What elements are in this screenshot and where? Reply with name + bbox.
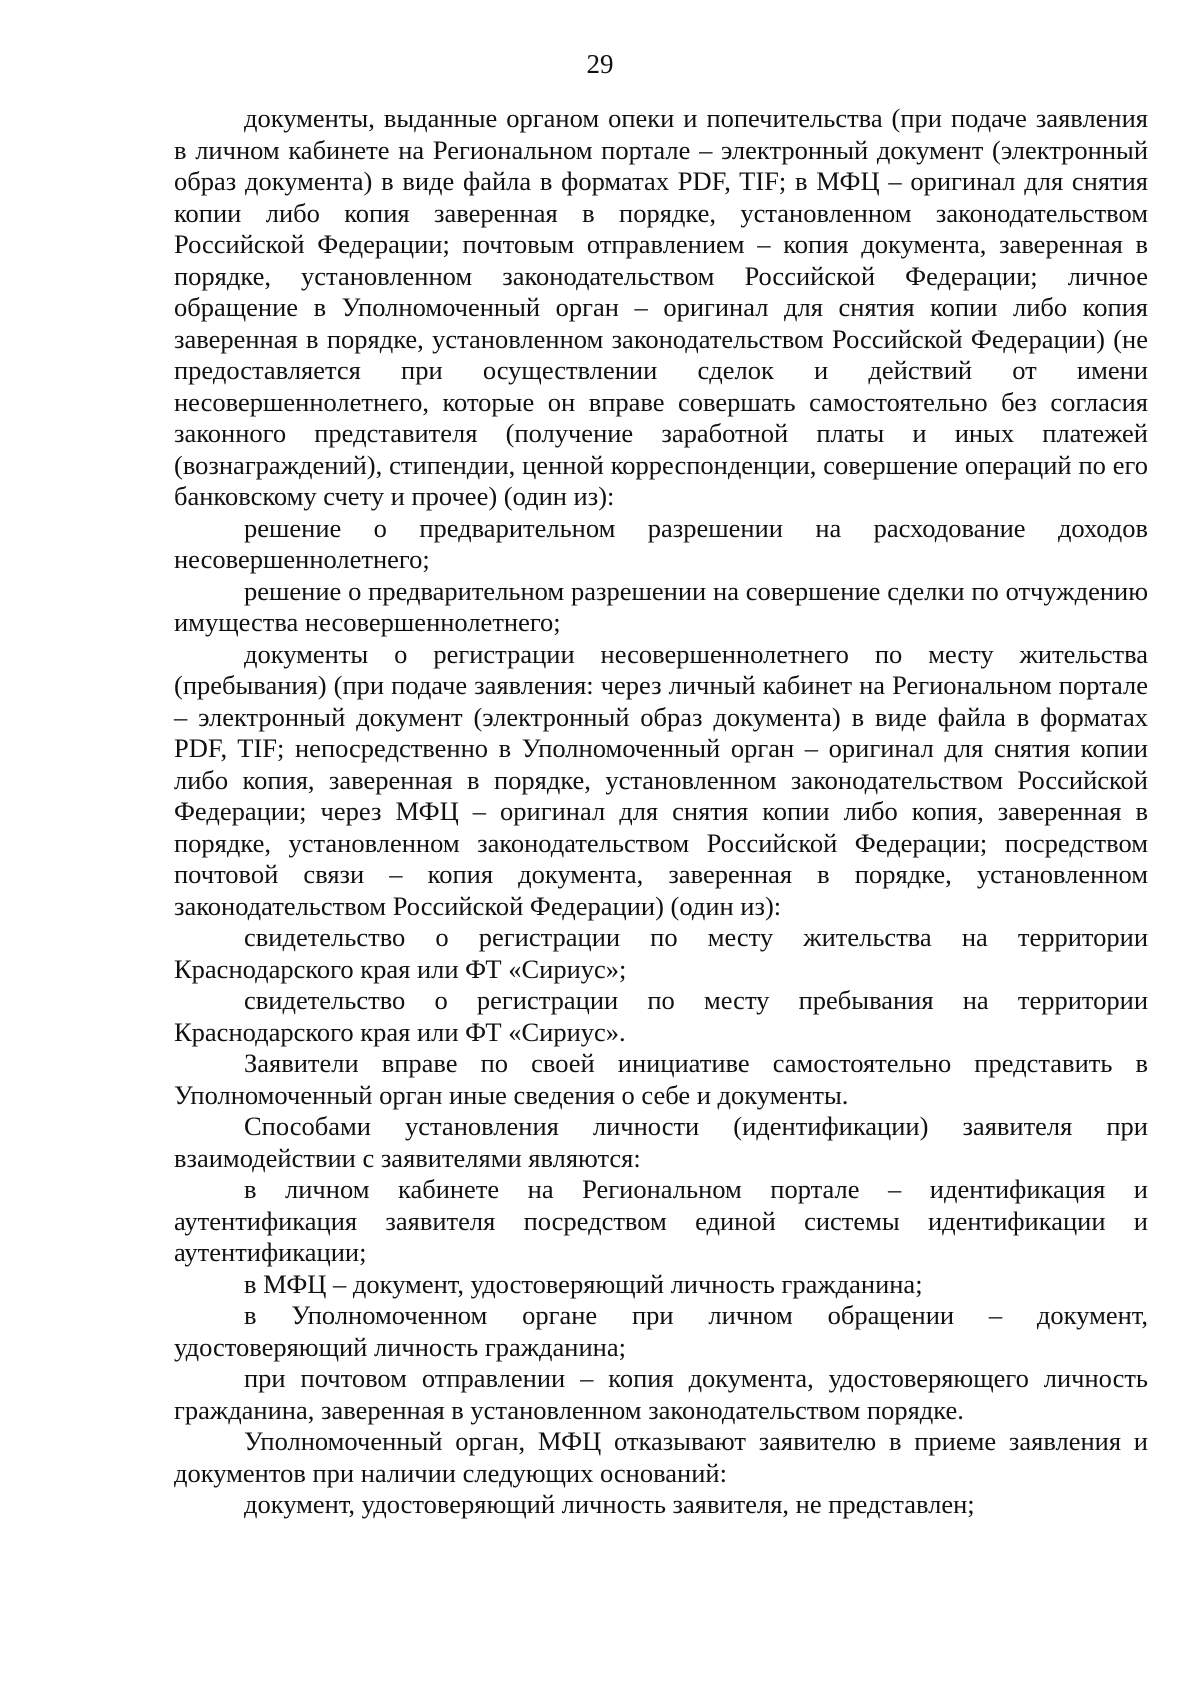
paragraph: решение о предварительном разрешении на совершение сделки по отчуждению имущества несовершеннолетнего; xyxy=(174,575,1148,637)
paragraph: в Уполномоченном органе при личном обращении – документ, удостоверяющий личность гражданина; xyxy=(174,1300,1148,1362)
paragraph: Способами установления личности (идентификации) заявителя при взаимодействии с заявителями являются: xyxy=(174,1111,1148,1173)
page-number: 29 xyxy=(586,49,614,79)
paragraph: в личном кабинете на Региональном портале – идентификация и аутентификация заявителя посредством единой системы идентификации и аутентификации; xyxy=(174,1174,1148,1267)
paragraph: Уполномоченный орган, МФЦ отказывают заявителю в приеме заявления и документов при наличии следующих оснований: xyxy=(174,1426,1148,1488)
paragraph: свидетельство о регистрации по месту пребывания на территории Краснодарского края или ФТ «Сириус». xyxy=(174,985,1148,1047)
paragraph: при почтовом отправлении – копия документа, удостоверяющего личность гражданина, заверенная в установленном законодательством порядке. xyxy=(174,1363,1148,1425)
paragraph: в МФЦ – документ, удостоверяющий личность гражданина; xyxy=(244,1268,923,1299)
paragraph: документы о регистрации несовершеннолетнего по месту жительства (пребывания) (при подаче заявления: через личный кабинет на Региональном портале – электронный документ (электронный образ документа) в виде файла в форматах PDF, TIF; непосредственно в Уполномоченный орган – оригинал для снятия копии либо копия, заверенная в порядке, установленном законодательством Российской Федерации; через МФЦ – оригинал для снятия копии либо копия, заверенная в порядке, установленном законодательством Российской Федерации; посредством почтовой связи – копия документа, заверенная в порядке, установленном законодательством Российской Федерации) (один из): xyxy=(174,638,1148,921)
paragraph: решение о предварительном разрешении на расходование доходов несовершеннолетнего; xyxy=(174,512,1148,574)
paragraph: документы, выданные органом опеки и попечительства (при подаче заявления в личном кабинете на Региональном портале – электронный документ (электронный образ документа) в виде файла в форматах PDF, TIF; в МФЦ – оригинал для снятия копии либо копия заверенная в порядке, установленном законодательством Российской Федерации; почтовым отправлением – копия документа, заверенная в порядке, установленном законодательством Российской Федерации; личное обращение в Уполномоченный орган – оригинал для снятия копии либо копия заверенная в порядке, установленном законодательством Российской Федерации) (не предоставляется при осуществлении сделок и действий от имени несовершеннолетнего, которые он вправе совершать самостоятельно без согласия законного представителя (получение заработной платы и иных платежей (вознаграждений), стипендии, ценной корреспонденции, совершение операций по его банковскому счету и прочее) (один из): xyxy=(174,103,1148,511)
document-body xyxy=(174,103,1148,1521)
paragraph: свидетельство о регистрации по месту жительства на территории Краснодарского края или ФТ «Сириус»; xyxy=(174,922,1148,984)
paragraph: Заявители вправе по своей инициативе самостоятельно представить в Уполномоченный орган иные сведения о себе и документы. xyxy=(174,1048,1148,1110)
paragraph: документ, удостоверяющий личность заявителя, не представлен; xyxy=(244,1489,975,1519)
